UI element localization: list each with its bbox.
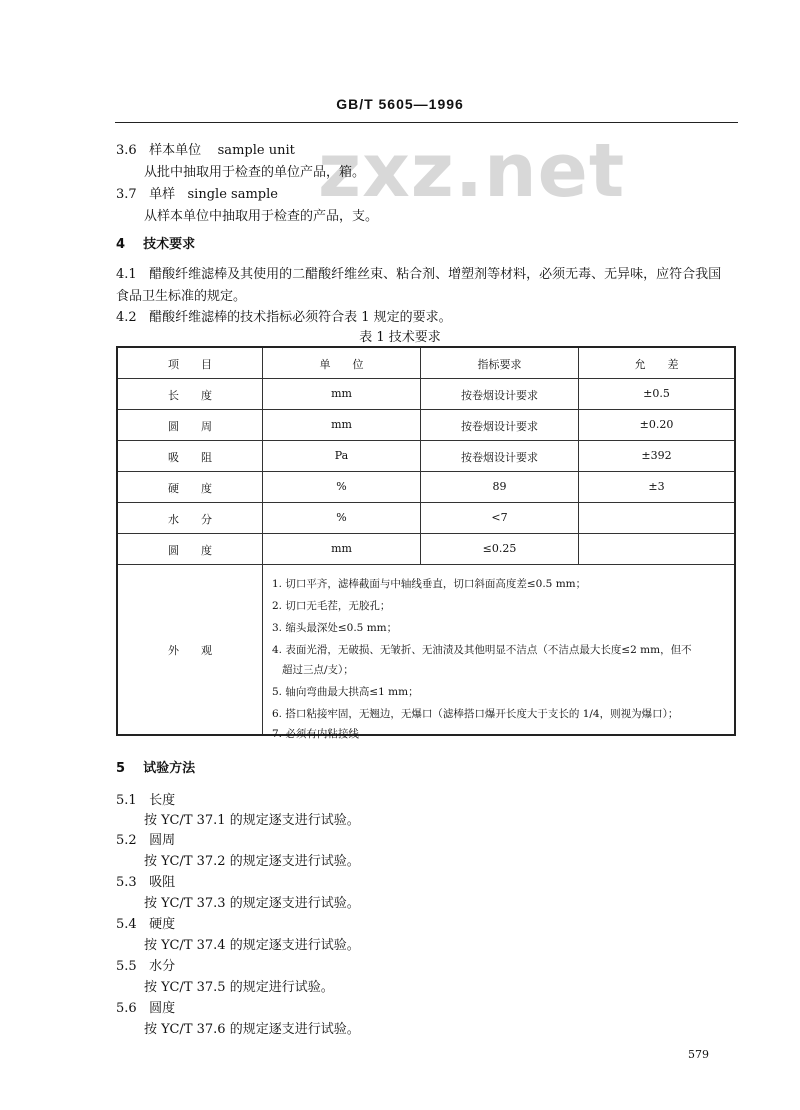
header-tolerance: 允 差	[634, 358, 679, 371]
table-row-requirement: 按卷烟设计要求	[461, 389, 538, 402]
table-row-item: 水 分	[168, 513, 212, 526]
row-divider	[118, 409, 734, 410]
section-title: 样本单位	[149, 143, 202, 158]
table-row-tolerance: ±0.20	[639, 418, 674, 431]
section-4-2	[116, 306, 452, 325]
section-number: 3.6	[116, 143, 137, 158]
section-title: 长度	[149, 793, 176, 808]
row-divider	[118, 440, 734, 441]
appearance-note: 4. 表面光滑，无破损、无皱折、无油渍及其他明显不洁点（不洁点最大长度≤2 mm，但不	[272, 644, 692, 656]
section-number: 5.6	[116, 1001, 137, 1016]
header-rule	[115, 122, 738, 123]
section-number: 5.1	[116, 793, 137, 808]
watermark: zxz.net	[318, 128, 626, 214]
header-unit: 单 位	[319, 358, 364, 371]
section-3-7-heading	[116, 183, 278, 202]
section-3-6-body: 从批中抽取用于检查的单位产品，箱。	[144, 165, 366, 180]
table-row-item: 长 度	[168, 389, 212, 402]
section-5-3-heading	[116, 871, 175, 890]
table-row-tolerance: ±392	[641, 449, 672, 462]
table-row-requirement: 按卷烟设计要求	[461, 420, 538, 433]
table-row-item: 吸 阻	[168, 451, 212, 464]
row-divider	[118, 502, 734, 503]
row-divider	[118, 533, 734, 534]
page-header: GB/T 5605—1996	[336, 96, 464, 112]
table-row-requirement: <7	[491, 511, 508, 524]
section-number: 4	[116, 237, 126, 252]
requirements-table	[116, 346, 736, 740]
section-text: 醋酸纤维滤棒的技术指标必须符合表 1 规定的要求。	[149, 310, 452, 325]
table-row-unit: mm	[331, 418, 352, 431]
section-title: 试验方法	[143, 761, 196, 776]
section-5-heading	[116, 757, 195, 776]
row-divider	[118, 564, 734, 565]
appearance-note-cont: 超过三点/支）；	[282, 664, 354, 676]
section-3-6-heading	[116, 139, 295, 158]
table-row-unit: mm	[331, 542, 352, 555]
section-5-2-body: 按 YC/T 37.2 的规定逐支进行试验。	[144, 854, 360, 869]
section-number: 4.1	[116, 267, 137, 282]
table-row-item: 圆 度	[168, 544, 212, 557]
section-5-5-heading	[116, 955, 175, 974]
table-row-tolerance: ±3	[648, 480, 665, 493]
appearance-note: 5. 轴向弯曲最大拱高≤1 mm；	[272, 686, 419, 698]
section-title: 圆周	[149, 833, 176, 848]
section-number: 5.3	[116, 875, 137, 890]
appearance-note: 7. 必须有内粘接线	[272, 728, 359, 740]
table-row-item: 硬 度	[168, 482, 212, 495]
table-row-unit: %	[336, 480, 347, 493]
appearance-note: 2. 切口无毛茬，无胶孔；	[272, 600, 391, 612]
section-title: 吸阻	[149, 875, 176, 890]
table-row-unit: mm	[331, 387, 352, 400]
section-5-5-body: 按 YC/T 37.5 的规定进行试验。	[144, 980, 334, 995]
section-number: 5.2	[116, 833, 137, 848]
section-number: 5.4	[116, 917, 137, 932]
table-row-requirement: ≤0.25	[482, 542, 517, 555]
section-number: 4.2	[116, 310, 137, 325]
section-4-heading	[116, 233, 195, 252]
section-number: 5	[116, 761, 126, 776]
table-row-tolerance: ±0.5	[643, 387, 670, 400]
section-text: 醋酸纤维滤棒及其使用的二醋酸纤维丝束、粘合剂、增塑剂等材料，必须无毒、无异味，应符合我国	[149, 267, 722, 282]
section-title: 技术要求	[143, 237, 196, 252]
section-5-4-body: 按 YC/T 37.4 的规定逐支进行试验。	[144, 938, 360, 953]
section-english: single sample	[187, 187, 278, 202]
table-row-requirement: 按卷烟设计要求	[461, 451, 538, 464]
appearance-note: 1. 切口平齐，滤棒截面与中轴线垂直，切口斜面高度差≤0.5 mm；	[272, 578, 587, 590]
page-number: 579	[688, 1048, 709, 1061]
section-title: 圆度	[149, 1001, 176, 1016]
table-row-requirement: 89	[492, 480, 507, 493]
header-item: 项 目	[168, 358, 212, 371]
section-5-1-heading	[116, 789, 175, 808]
section-3-7-body: 从样本单位中抽取用于检查的产品，支。	[144, 209, 379, 224]
section-4-1-line2: 食品卫生标准的规定。	[116, 289, 247, 304]
appearance-note: 6. 搭口粘接牢固，无翘边，无爆口（滤棒搭口爆开长度大于支长的 1/4，则视为爆口）；	[272, 708, 679, 720]
appearance-item: 外 观	[168, 644, 212, 657]
section-title: 水分	[149, 959, 176, 974]
table-row-item: 圆 周	[168, 420, 212, 433]
table-row-unit: %	[336, 511, 347, 524]
section-5-2-heading	[116, 829, 175, 848]
section-title: 硬度	[149, 917, 176, 932]
section-5-6-heading	[116, 997, 175, 1016]
row-divider	[118, 378, 734, 379]
section-title: 单样	[149, 187, 176, 202]
section-english: sample unit	[217, 143, 295, 158]
table-caption: 表 1 技术要求	[359, 330, 441, 345]
appearance-note: 3. 缩头最深处≤0.5 mm；	[272, 622, 398, 634]
row-divider	[118, 471, 734, 472]
section-number: 5.5	[116, 959, 137, 974]
section-5-4-heading	[116, 913, 175, 932]
section-5-6-body: 按 YC/T 37.6 的规定逐支进行试验。	[144, 1022, 360, 1037]
table-row-unit: Pa	[334, 449, 349, 462]
section-number: 3.7	[116, 187, 137, 202]
column-divider	[262, 348, 263, 734]
section-4-1-line1	[116, 263, 721, 282]
section-5-1-body: 按 YC/T 37.1 的规定逐支进行试验。	[144, 813, 360, 828]
header-requirement: 指标要求	[477, 358, 522, 371]
section-5-3-body: 按 YC/T 37.3 的规定逐支进行试验。	[144, 896, 360, 911]
